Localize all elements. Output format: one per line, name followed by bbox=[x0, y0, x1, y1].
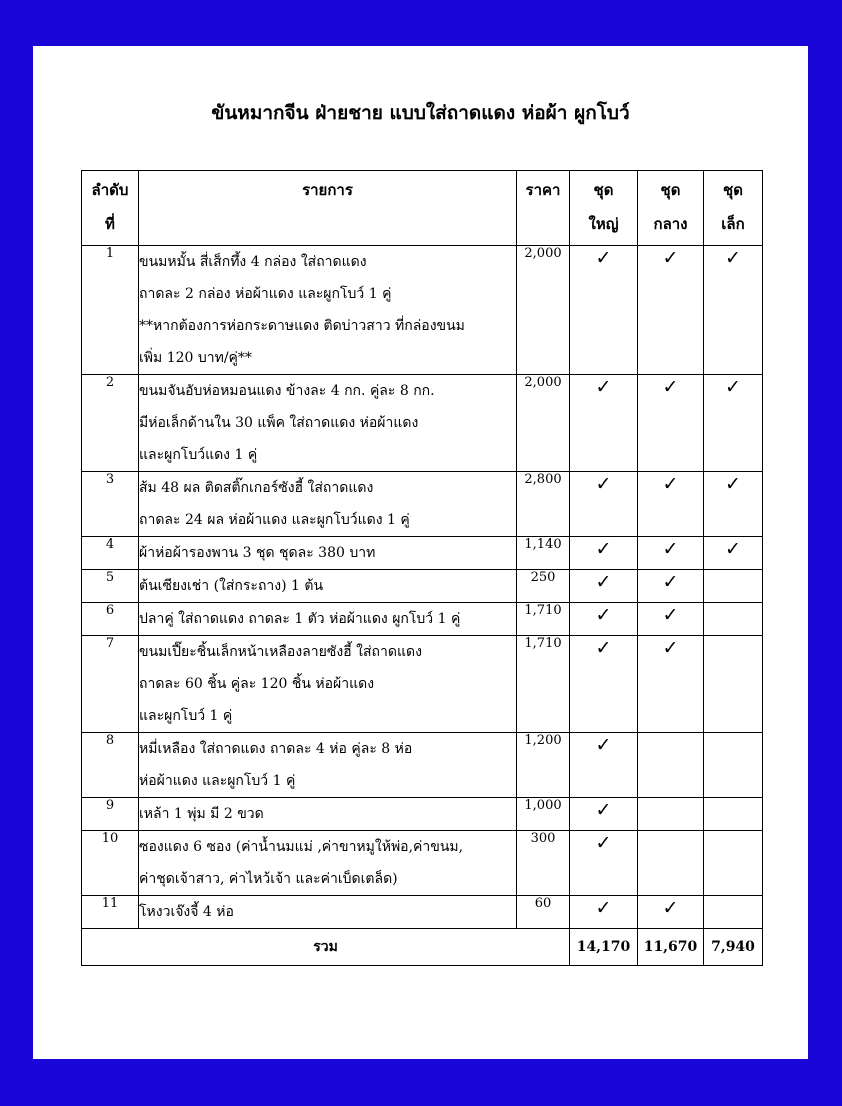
header-medium-set bbox=[638, 171, 704, 246]
row-price: 1,000 bbox=[517, 798, 570, 831]
row-description bbox=[139, 831, 517, 896]
check-cell-medium bbox=[638, 831, 704, 896]
row-number: 8 bbox=[82, 733, 139, 798]
header-large-set bbox=[570, 171, 638, 246]
description-line: ห่อผ้าแดง และผูกโบว์ 1 คู่ bbox=[139, 773, 296, 789]
row-description bbox=[139, 472, 517, 537]
description-line: มีห่อเล็กด้านใน 30 แพ็ค ใส่ถาดแดง ห่อผ้าแดง bbox=[139, 415, 419, 431]
description-line: เพิ่ม 120 บาท/คู่** bbox=[139, 350, 252, 366]
row-price: 1,200 bbox=[517, 733, 570, 798]
table-row bbox=[82, 636, 763, 733]
row-number: 5 bbox=[82, 570, 139, 603]
row-price: 1,140 bbox=[517, 537, 570, 570]
header-small-set bbox=[704, 171, 763, 246]
check-cell-small bbox=[704, 896, 763, 929]
check-cell-large bbox=[570, 733, 638, 798]
check-mark-icon: ✓ bbox=[662, 604, 679, 626]
header-item: รายการ bbox=[139, 171, 517, 246]
header-medium-line2: กลาง bbox=[653, 215, 688, 233]
check-cell-small bbox=[704, 570, 763, 603]
check-mark-icon: ✓ bbox=[595, 247, 612, 269]
row-price: 2,800 bbox=[517, 472, 570, 537]
row-description bbox=[139, 636, 517, 733]
row-number: 10 bbox=[82, 831, 139, 896]
check-mark-icon: ✓ bbox=[595, 571, 612, 593]
row-description bbox=[139, 896, 517, 929]
check-cell-small bbox=[704, 375, 763, 472]
table-row bbox=[82, 537, 763, 570]
header-price: ราคา bbox=[517, 171, 570, 246]
description-line: ส้ม 48 ผล ติดสติ๊กเกอร์ซังฮี้ ใส่ถาดแดง bbox=[139, 480, 374, 496]
check-cell-large bbox=[570, 375, 638, 472]
description-line: และผูกโบว์แดง 1 คู่ bbox=[139, 447, 258, 463]
check-mark-icon: ✓ bbox=[662, 637, 679, 659]
check-cell-medium bbox=[638, 896, 704, 929]
row-number: 4 bbox=[82, 537, 139, 570]
description-line: ปลาคู่ ใส่ถาดแดง ถาดละ 1 ตัว ห่อผ้าแดง ผูกโบว์ 1 คู่ bbox=[139, 611, 461, 627]
row-price: 300 bbox=[517, 831, 570, 896]
description-line: และผูกโบว์ 1 คู่ bbox=[139, 708, 233, 724]
row-description bbox=[139, 733, 517, 798]
description-line: ค่าชุดเจ้าสาว, ค่าไหว้เจ้า และค่าเบ็ดเตล็ด) bbox=[139, 871, 398, 887]
total-large: 14,170 bbox=[570, 929, 638, 966]
row-price: 1,710 bbox=[517, 636, 570, 733]
check-mark-icon: ✓ bbox=[595, 604, 612, 626]
row-number: 2 bbox=[82, 375, 139, 472]
description-line: ต้นเซียงเช่า (ใส่กระถาง) 1 ต้น bbox=[139, 578, 324, 594]
row-price: 250 bbox=[517, 570, 570, 603]
description-line: หมี่เหลือง ใส่ถาดแดง ถาดละ 4 ห่อ คู่ละ 8 ห่อ bbox=[139, 741, 413, 757]
row-number: 3 bbox=[82, 472, 139, 537]
table-row bbox=[82, 603, 763, 636]
table-header-row bbox=[82, 171, 763, 246]
check-mark-icon: ✓ bbox=[595, 538, 612, 560]
table-row bbox=[82, 375, 763, 472]
table-row bbox=[82, 831, 763, 896]
check-cell-small bbox=[704, 472, 763, 537]
row-number: 9 bbox=[82, 798, 139, 831]
document-page bbox=[33, 46, 808, 1059]
description-line: โหงวเจ๊งจี้ 4 ห่อ bbox=[139, 904, 234, 920]
description-line: **หากต้องการห่อกระดาษแดง ติดบ่าวสาว ที่กล่องขนม bbox=[139, 318, 465, 334]
row-description bbox=[139, 570, 517, 603]
header-large-line2: ใหญ่ bbox=[588, 215, 619, 233]
header-large-line1: ชุด bbox=[593, 181, 614, 199]
check-mark-icon: ✓ bbox=[662, 376, 679, 398]
header-small-line2: เล็ก bbox=[721, 215, 745, 233]
check-mark-icon: ✓ bbox=[662, 571, 679, 593]
row-number: 11 bbox=[82, 896, 139, 929]
total-label: รวม bbox=[82, 929, 570, 966]
check-cell-medium bbox=[638, 246, 704, 375]
row-price: 2,000 bbox=[517, 375, 570, 472]
check-cell-small bbox=[704, 537, 763, 570]
check-mark-icon: ✓ bbox=[595, 376, 612, 398]
description-line: ขนมหมั้น สี่เส็กทึ้ง 4 กล่อง ใส่ถาดแดง bbox=[139, 254, 367, 270]
check-cell-large bbox=[570, 246, 638, 375]
table-row bbox=[82, 798, 763, 831]
description-line: ซองแดง 6 ซอง (ค่าน้ำนมแม่ ,ค่าขาหมูให้พ่อ,ค่าขนม, bbox=[139, 839, 464, 855]
header-no bbox=[82, 171, 139, 246]
check-cell-small bbox=[704, 831, 763, 896]
check-cell-medium bbox=[638, 472, 704, 537]
check-cell-large bbox=[570, 798, 638, 831]
total-medium: 11,670 bbox=[638, 929, 704, 966]
check-cell-small bbox=[704, 603, 763, 636]
check-mark-icon: ✓ bbox=[725, 247, 741, 269]
row-description bbox=[139, 246, 517, 375]
check-mark-icon: ✓ bbox=[595, 473, 612, 495]
row-number: 1 bbox=[82, 246, 139, 375]
check-cell-large bbox=[570, 896, 638, 929]
row-price: 60 bbox=[517, 896, 570, 929]
check-mark-icon: ✓ bbox=[662, 897, 679, 919]
table-row bbox=[82, 246, 763, 375]
check-cell-medium bbox=[638, 570, 704, 603]
check-mark-icon: ✓ bbox=[595, 897, 612, 919]
check-cell-medium bbox=[638, 537, 704, 570]
description-line: ขนมเปี๊ยะชิ้นเล็กหน้าเหลืองลายซังฮี้ ใส่ถาดแดง bbox=[139, 644, 422, 660]
page-title: ขันหมากจีน ฝ่ายชาย แบบใส่ถาดแดง ห่อผ้า ผูกโบว์ bbox=[211, 102, 630, 124]
check-mark-icon: ✓ bbox=[725, 473, 741, 495]
check-mark-icon: ✓ bbox=[595, 799, 612, 821]
check-cell-medium bbox=[638, 375, 704, 472]
description-line: ถาดละ 2 กล่อง ห่อผ้าแดง และผูกโบว์ 1 คู่ bbox=[139, 286, 392, 302]
check-mark-icon: ✓ bbox=[595, 734, 612, 756]
check-mark-icon: ✓ bbox=[662, 538, 679, 560]
row-number: 7 bbox=[82, 636, 139, 733]
table-row bbox=[82, 570, 763, 603]
row-price: 2,000 bbox=[517, 246, 570, 375]
check-mark-icon: ✓ bbox=[595, 832, 612, 854]
check-cell-small bbox=[704, 798, 763, 831]
check-cell-small bbox=[704, 636, 763, 733]
row-description bbox=[139, 603, 517, 636]
row-description bbox=[139, 798, 517, 831]
check-cell-medium bbox=[638, 733, 704, 798]
table-row bbox=[82, 733, 763, 798]
header-no-line2: ที่ bbox=[105, 215, 115, 233]
check-mark-icon: ✓ bbox=[662, 247, 679, 269]
header-small-line1: ชุด bbox=[723, 181, 743, 199]
check-mark-icon: ✓ bbox=[662, 473, 679, 495]
check-mark-icon: ✓ bbox=[595, 637, 612, 659]
check-cell-medium bbox=[638, 636, 704, 733]
row-price: 1,710 bbox=[517, 603, 570, 636]
check-cell-large bbox=[570, 636, 638, 733]
price-table bbox=[81, 170, 763, 966]
row-number: 6 bbox=[82, 603, 139, 636]
row-description bbox=[139, 537, 517, 570]
check-cell-small bbox=[704, 246, 763, 375]
check-cell-medium bbox=[638, 798, 704, 831]
check-cell-large bbox=[570, 537, 638, 570]
table-row bbox=[82, 472, 763, 537]
description-line: ขนมจันอับห่อหมอนแดง ข้างละ 4 กก. คู่ละ 8 กก. bbox=[139, 383, 435, 399]
total-small: 7,940 bbox=[704, 929, 763, 966]
check-mark-icon: ✓ bbox=[725, 376, 741, 398]
table-row bbox=[82, 896, 763, 929]
total-row bbox=[82, 929, 763, 966]
check-cell-large bbox=[570, 472, 638, 537]
row-description bbox=[139, 375, 517, 472]
check-mark-icon: ✓ bbox=[725, 538, 741, 560]
header-medium-line1: ชุด bbox=[660, 181, 681, 199]
description-line: ถาดละ 60 ชิ้น คู่ละ 120 ชิ้น ห่อผ้าแดง bbox=[139, 676, 375, 692]
description-line: เหล้า 1 พุ่ม มี 2 ขวด bbox=[139, 806, 264, 822]
check-cell-large bbox=[570, 603, 638, 636]
check-cell-large bbox=[570, 831, 638, 896]
description-line: ผ้าห่อผ้ารองพาน 3 ชุด ชุดละ 380 บาท bbox=[139, 545, 376, 561]
check-cell-medium bbox=[638, 603, 704, 636]
check-cell-large bbox=[570, 570, 638, 603]
header-no-line1: ลำดับ bbox=[91, 181, 129, 199]
check-cell-small bbox=[704, 733, 763, 798]
description-line: ถาดละ 24 ผล ห่อผ้าแดง และผูกโบว์แดง 1 คู่ bbox=[139, 512, 410, 528]
